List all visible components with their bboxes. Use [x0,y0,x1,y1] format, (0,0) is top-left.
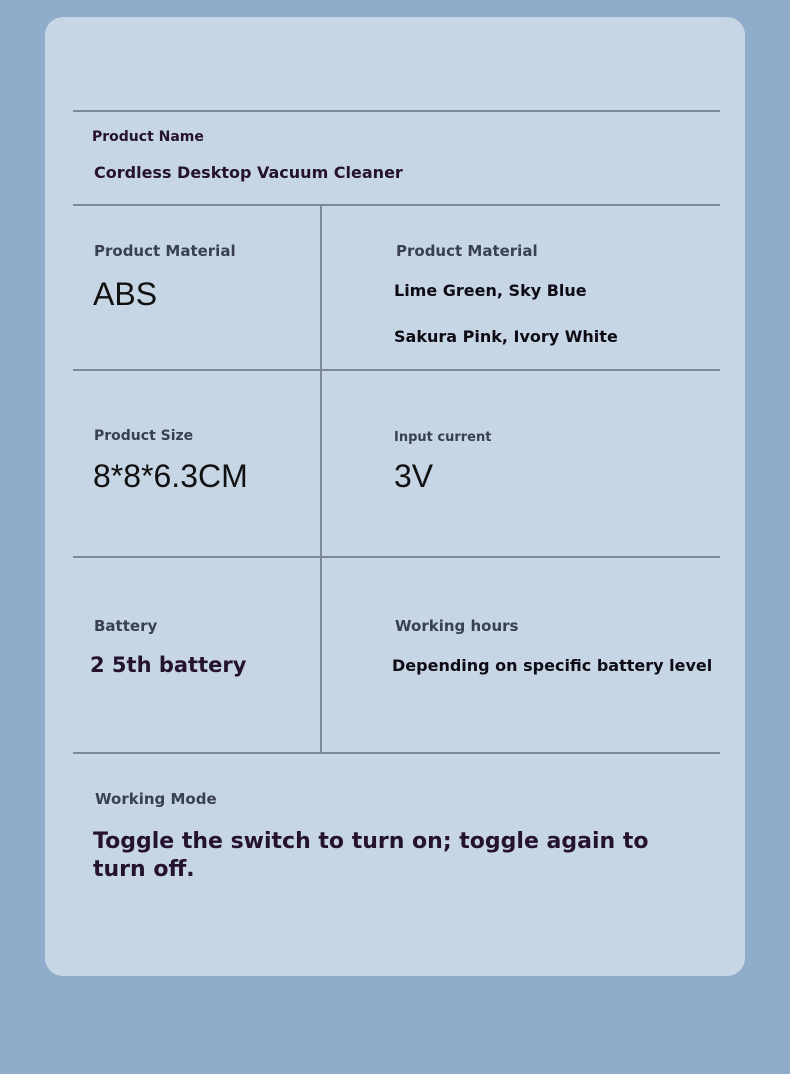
color-value-line-2: Sakura Pink, Ivory White [394,327,618,346]
divider-row-2 [73,369,720,371]
working-mode-label: Working Mode [95,790,217,808]
battery-value: 2 5th battery [90,653,247,677]
working-mode-value-line-1: Toggle the switch to turn on; toggle again to [93,829,649,854]
input-current-value: 3V [394,458,434,494]
divider-column [320,205,322,753]
divider-row-4 [73,752,720,754]
input-current-label: Input current [394,430,492,445]
divider-row-3 [73,556,720,558]
material-label: Product Material [94,242,236,260]
battery-label: Battery [94,617,158,635]
working-hours-value: Depending on specific battery level [392,656,713,675]
working-mode-value-line-2: turn off. [93,857,195,882]
size-label: Product Size [94,428,194,444]
color-label: Product Material [396,242,538,260]
size-value: 8*8*6.3CM [93,458,248,494]
product-name-value: Cordless Desktop Vacuum Cleaner [94,163,403,182]
material-value: ABS [93,276,158,312]
color-value-line-1: Lime Green, Sky Blue [394,281,587,300]
divider-row-1 [73,204,720,206]
product-name-label: Product Name [92,129,204,145]
divider-top [73,110,720,112]
working-hours-label: Working hours [395,617,519,635]
